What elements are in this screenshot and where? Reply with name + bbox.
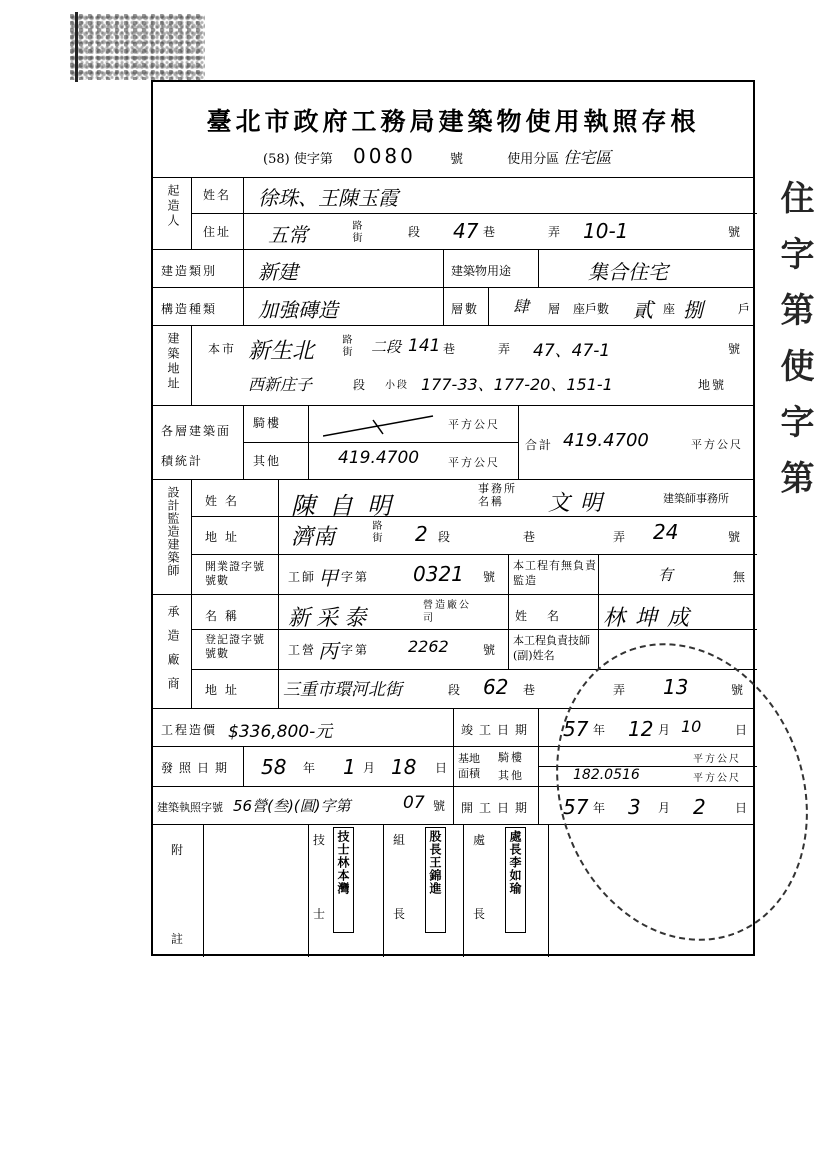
dept-label: 處: [473, 833, 488, 847]
supervise-value: 有: [658, 566, 674, 584]
architect-hao-label: 號: [728, 530, 743, 544]
contractor-reg-number: 2262: [408, 637, 449, 656]
issue-year: 58: [261, 755, 287, 779]
owner-section-label: 起造人: [166, 184, 180, 229]
building-use-label: 建築物用途: [451, 264, 512, 278]
architect-duan-value: 2: [415, 522, 428, 546]
contractor-lane-value: 62: [483, 675, 509, 699]
architect-reg-label: 開業證字號號數: [205, 560, 265, 587]
dept-label2: 長: [473, 907, 488, 921]
issue-label: 發照日期: [161, 761, 234, 775]
site-alley-label: 弄: [498, 342, 513, 356]
floors-unit: 層: [548, 302, 563, 316]
building-type-label: 建造類別: [161, 264, 218, 278]
completion-year-label: 年: [593, 723, 608, 737]
scan-edge-line: [75, 12, 78, 82]
strike-line: [323, 412, 443, 440]
contractor-reg-label: 登記證字號號數: [205, 633, 265, 660]
other-unit: 平方公尺: [448, 456, 500, 469]
arcade-unit: 平方公尺: [448, 418, 500, 431]
architect-reg-number: 0321: [413, 562, 464, 586]
zoning-value: 住宅區: [563, 148, 612, 167]
tech-label: 技: [313, 833, 328, 847]
architect-section: [153, 479, 753, 595]
completion-month: 12: [628, 717, 654, 741]
architect-reg-class: 甲: [318, 566, 338, 590]
office-suffix: 建築師事務所: [663, 492, 729, 505]
contractor-alley-value: 13: [663, 675, 689, 699]
structure-value: 加強磚造: [258, 298, 338, 322]
contractor-alley-label: 弄: [613, 683, 628, 697]
contractor-name-value: 新采泰: [288, 606, 373, 631]
architect-address-value: 濟南: [291, 525, 336, 550]
tech-label2: 士: [313, 907, 328, 921]
remarks-label-bottom: 註: [171, 932, 186, 946]
building-type-value: 新建: [258, 260, 298, 284]
issue-year-label: 年: [303, 761, 318, 775]
remarks-label-top: 附: [171, 843, 186, 857]
supervise-label: 本工程有無負責監造: [513, 559, 597, 587]
area-section-label: 各層建築面積統計: [161, 424, 232, 468]
floors-label: 層數: [451, 302, 480, 316]
owner-section: [153, 177, 753, 250]
households-value: 捌: [683, 298, 703, 322]
site-hao-label: 號: [728, 342, 743, 356]
permit-label: 建築執照字號: [157, 801, 223, 814]
permit-hao: 號: [433, 799, 448, 813]
start-day-label: 日: [735, 801, 750, 815]
total-value: 419.4700: [563, 430, 649, 451]
architect-lane-label: 巷: [523, 530, 538, 544]
contractor-reg-hao: 號: [483, 643, 498, 657]
permit-number: 07: [403, 793, 425, 813]
chief-label2: 長: [393, 907, 408, 921]
issue-arcade-label: 騎樓: [498, 751, 524, 764]
structure-row: [153, 287, 753, 326]
contractor-address-label: 地址: [205, 683, 246, 697]
start-label: 開工日期: [461, 801, 534, 815]
tech-stamp: 技士林本灣: [333, 827, 354, 933]
contractor-address-value: 三重市環河北街: [283, 680, 402, 700]
issue-other-unit: 平方公尺: [693, 773, 741, 784]
architect-reg-word: 字第: [341, 570, 370, 584]
contractor-name-label: 名稱: [205, 609, 246, 623]
dept-stamp: 處長李如瑜: [505, 827, 526, 933]
issue-other-label: 其他: [498, 769, 524, 782]
completion-month-label: 月: [658, 723, 673, 737]
owner-duan-label: 段: [408, 225, 423, 239]
architect-number-value: 24: [653, 520, 679, 544]
seats-unit: 座: [663, 302, 678, 316]
architect-address-label: 地址: [205, 530, 246, 544]
contractor-hao-label: 號: [731, 683, 746, 697]
seats-value: 貳: [633, 298, 653, 322]
completion-year: 57: [563, 717, 589, 741]
contractor-duan-label: 段: [448, 683, 463, 697]
site-number-value: 47、47-1: [533, 341, 611, 361]
issue-month: 1: [343, 755, 356, 779]
hao-label: 號: [450, 152, 464, 167]
architect-duan-label: 段: [438, 530, 453, 544]
completion-day-label: 日: [735, 723, 750, 737]
architect-road-label: 路街: [370, 520, 381, 544]
license-number: 0080: [352, 144, 416, 168]
site-duan-value: 二段: [371, 338, 402, 356]
building-use-value: 集合住宅: [588, 260, 668, 284]
architect-name-label: 姓名: [205, 494, 246, 508]
architect-alley-label: 弄: [613, 530, 628, 544]
issue-day-label: 日: [435, 761, 450, 775]
site-subsection-label: 小段: [385, 380, 409, 391]
site-label: 建築地址: [166, 332, 180, 392]
owner-road-label: 路街: [350, 220, 361, 244]
owner-hao-label: 號: [728, 225, 743, 239]
site-land-section: 西新庄子: [248, 375, 313, 394]
supervise-no: 無: [733, 570, 748, 584]
issue-month-label: 月: [363, 761, 378, 775]
license-line: [263, 144, 611, 168]
total-label: 合計: [525, 438, 554, 452]
start-year-label: 年: [593, 801, 608, 815]
architect-section-label: 設計監造建築師: [166, 486, 180, 577]
owner-name-label: 姓名: [203, 188, 232, 202]
contractor-person-label: 姓名: [515, 609, 580, 623]
start-day: 2: [693, 795, 706, 819]
site-road-value: 新生北: [248, 339, 315, 364]
chief-label: 組: [393, 833, 408, 847]
zoning-label: 使用分區: [507, 152, 560, 167]
site-section: [153, 325, 753, 406]
site-road-label: 路街: [340, 334, 351, 358]
contractor-lane-label: 巷: [523, 683, 538, 697]
owner-number-value: 10-1: [583, 219, 629, 243]
issue-arcade-unit: 平方公尺: [693, 754, 741, 765]
year-prefix: (58): [263, 152, 290, 167]
site-lot-numbers: 177-33、177-20、151-1: [421, 375, 613, 394]
owner-address-value: 五常: [268, 223, 308, 247]
owner-name-value: 徐珠、王陳玉霞: [258, 186, 398, 210]
site-lane-value: 141: [408, 336, 441, 356]
site-city: 本市: [208, 342, 237, 356]
issue-other-value: 182.0516: [573, 767, 640, 783]
permit-value: 56營(叁)(圓)字第: [233, 797, 351, 815]
license-word: 使字第: [293, 152, 333, 167]
office-value: 文明: [548, 491, 613, 516]
contractor-type-label: 營造廠公司: [423, 600, 471, 624]
floors-value: 肆: [513, 297, 530, 316]
architect-name-value: 陳自明: [291, 492, 405, 520]
other-value: 419.4700: [338, 448, 420, 468]
households-unit: 戶: [738, 302, 753, 316]
contractor-reg-class: 丙: [318, 639, 338, 663]
area-section: [153, 405, 753, 480]
contractor-tech-label: 本工程負責技師(副)姓名: [513, 634, 590, 662]
structure-label: 構造種類: [161, 302, 218, 316]
other-label: 其他: [253, 454, 282, 468]
cost-label: 工程造價: [161, 723, 218, 737]
office-label: 事務所名稱: [478, 482, 517, 508]
site-lot-label: 地號: [698, 378, 727, 392]
cost-value: $336,800-元: [228, 722, 333, 742]
completion-day: 10: [681, 717, 702, 736]
start-year: 57: [563, 795, 589, 819]
issue-day: 18: [391, 755, 417, 779]
form-title: 臺北市政府工務局建築物使用執照存根: [206, 107, 700, 136]
households-label: 座戶數: [573, 302, 610, 316]
site-area-label: 基地面積: [458, 752, 480, 780]
contractor-reg-prefix: 工營: [288, 643, 317, 657]
owner-alley-label: 弄: [548, 225, 563, 239]
completion-label: 竣工日期: [461, 723, 534, 737]
start-month: 3: [628, 795, 641, 819]
architect-reg-hao: 號: [483, 570, 498, 584]
margin-bleed-text: 住字第使字第: [774, 180, 814, 516]
contractor-section-label: 承造廠商: [166, 605, 180, 701]
chief-stamp: 股長王錦進: [425, 827, 446, 933]
total-unit: 平方公尺: [691, 438, 743, 451]
contractor-person-value: 林坤成: [603, 606, 700, 631]
owner-lane-value: 47: [453, 219, 479, 243]
site-lane-label: 巷: [443, 342, 458, 356]
start-month-label: 月: [658, 801, 673, 815]
scan-noise: [70, 14, 205, 80]
architect-reg-prefix: 工師: [288, 570, 317, 584]
building-type-row: [153, 249, 753, 288]
arcade-label: 騎樓: [253, 416, 282, 430]
site-land-duan: 段: [353, 378, 368, 392]
owner-address-label: 住址: [203, 225, 232, 239]
contractor-reg-word: 字第: [341, 643, 370, 657]
owner-lane-label: 巷: [483, 225, 498, 239]
